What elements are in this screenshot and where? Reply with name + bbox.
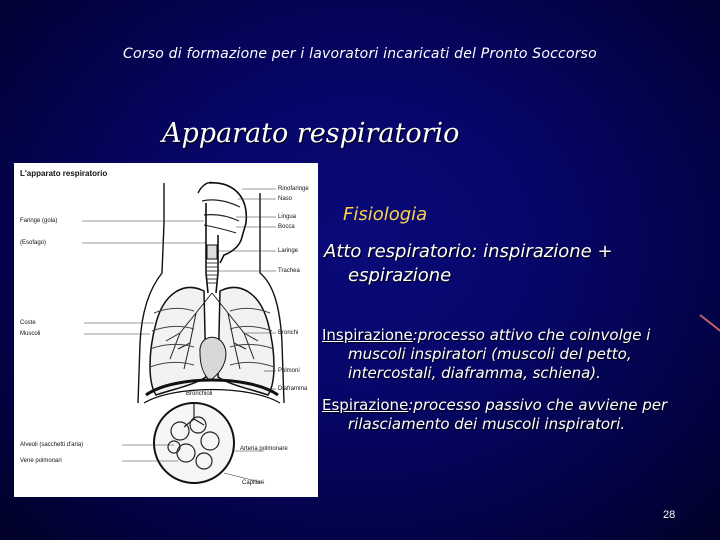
- respiratory-act-text: [324, 240, 708, 288]
- inspirazione-line1: :processo attivo che coinvolge i: [412, 326, 651, 344]
- espirazione-term: Espirazione: [322, 396, 409, 414]
- respiratory-system-figure: [14, 163, 318, 497]
- inspirazione-line2: muscoli inspiratori (muscoli del petto,: [348, 345, 632, 363]
- inspirazione-line3: intercostali, diaframma, schiena).: [348, 364, 601, 382]
- label-arteria-polmonare: Arteria polmonare: [240, 446, 288, 452]
- espirazione-line1: :processo passivo che avviene per: [408, 396, 668, 414]
- espirazione-line2: rilasciamento dei muscoli inspiratori.: [348, 415, 626, 433]
- inspirazione-paragraph: [322, 326, 712, 383]
- label-capillari: Capillari: [242, 480, 264, 486]
- label-naso: Naso: [278, 196, 293, 202]
- label-bronchioli: Bronchioli: [186, 391, 213, 397]
- label-lingua: Lingua: [278, 214, 297, 220]
- course-header: Corso di formazione per i lavoratori incaricati del Pronto Soccorso: [123, 46, 597, 62]
- label-diaframma: Diaframma: [278, 386, 308, 392]
- label-laringe: Laringe: [278, 248, 299, 254]
- label-muscoli: Muscoli: [20, 331, 41, 337]
- label-bocca: Bocca: [278, 224, 295, 230]
- figure-title: L'apparato respiratorio: [20, 169, 108, 178]
- label-esofago: (Esofago): [20, 240, 47, 246]
- label-faringe: Faringe (gola): [20, 218, 58, 224]
- slide-title: Apparato respiratorio: [162, 118, 460, 149]
- label-rinofaringe: Rinofaringe: [278, 186, 309, 192]
- label-trachea: Trachea: [278, 268, 300, 274]
- label-polmoni: Polmoni: [278, 368, 300, 374]
- respiratory-act-line2: espirazione: [348, 265, 452, 286]
- label-alveoli: Alveoli (sacchetti d'aria): [20, 442, 84, 448]
- label-bronchi: Bronchi: [278, 330, 299, 336]
- page-number: 28: [663, 509, 676, 521]
- inspirazione-term: Inspirazione: [322, 326, 413, 344]
- slide-subtitle: Fisiologia: [343, 204, 428, 225]
- label-coste: Coste: [20, 320, 36, 326]
- espirazione-paragraph: [322, 396, 712, 434]
- respiratory-act-line1: Atto respiratorio: inspirazione +: [324, 241, 613, 262]
- label-vene-polmonari: Vene polmonari: [20, 458, 62, 464]
